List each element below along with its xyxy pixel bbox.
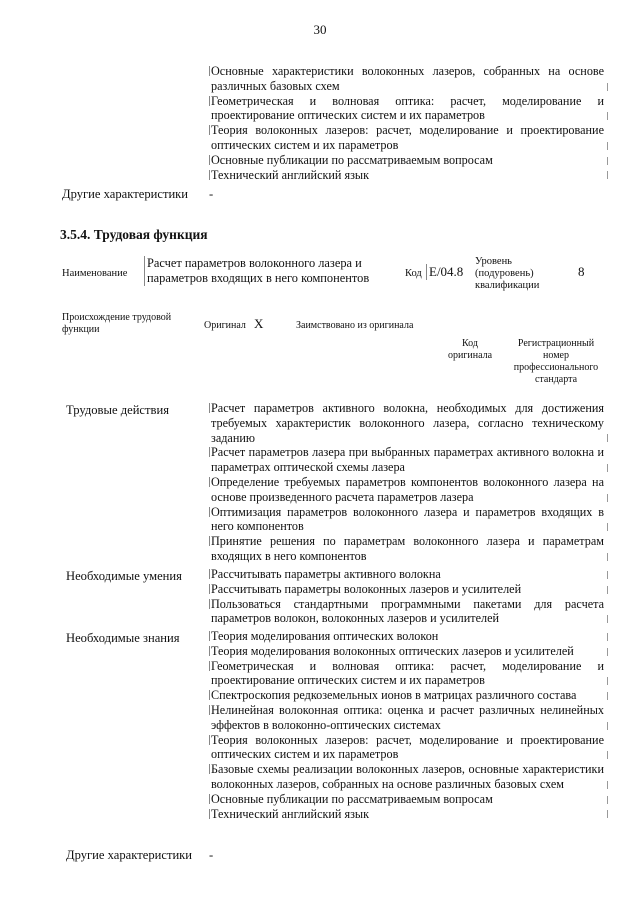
list-item: Теория моделирования оптических волокон: [210, 629, 608, 644]
list-item: Расчет параметров активного волокна, необходимых для достижения требуемых характеристик волоконного лазера, согласно техническому заданию: [210, 401, 608, 445]
list-item: Рассчитывать параметры активного волокна: [210, 567, 608, 582]
list-item: Теория моделирования волоконных оптических лазеров и усилителей: [210, 644, 608, 659]
original-label: Оригинал: [204, 320, 246, 331]
list-item: Геометрическая и волновая оптика: расчет, моделирование и проектирование оптических систем и их параметров: [210, 659, 608, 689]
list-item: Технический английский язык: [210, 807, 608, 822]
list-item: Рассчитывать параметры волоконных лазеров и усилителей: [210, 582, 608, 597]
list-item: Расчет параметров лазера при выбранных параметрах активного волокна и параметрах оптической схемы лазера: [210, 445, 608, 475]
list-item: Нелинейная волоконная оптика: оценка и расчет различных нелинейных эффектов в волоконно-оптических системах: [210, 703, 608, 733]
list-item: Основные публикации по рассматриваемым вопросам: [210, 153, 608, 168]
skills-label: Необходимые умения: [66, 569, 182, 583]
knowledge-label: Необходимые знания: [66, 631, 180, 645]
list-item: Теория волоконных лазеров: расчет, моделирование и проектирование оптических систем и их параметров: [210, 733, 608, 763]
knowledge-list: [210, 629, 608, 821]
code-original-label: Код оригинала: [447, 338, 493, 361]
borrowed-label: Заимствовано из оригинала: [296, 320, 414, 331]
list-item: Основные публикации по рассматриваемым вопросам: [210, 792, 608, 807]
code-value: E/04.8: [426, 264, 463, 280]
list-item: Спектроскопия редкоземельных ионов в матрицах различного состава: [210, 688, 608, 703]
list-item: Теория волоконных лазеров: расчет, моделирование и проектирование оптических систем и их параметров: [210, 123, 608, 153]
other-characteristics-label: Другие характеристики: [62, 187, 189, 201]
list-item: Определение требуемых параметров компонентов волоконного лазера на основе произведенного расчета параметров лазера: [210, 475, 608, 505]
section-heading: 3.5.4. Трудовая функция: [60, 227, 208, 242]
origin-label: Происхождение трудовой функции: [62, 312, 172, 335]
original-mark: X: [254, 316, 264, 331]
list-item: Принятие решения по параметрам волоконного лазера и параметрам входящих в него компонентов: [210, 534, 608, 564]
list-item: Пользоваться стандартными программными пакетами для расчета параметров волокон, волоконных лазеров и усилителей: [210, 597, 608, 627]
skills-list: [210, 567, 608, 626]
other-characteristics-label: Другие характеристики: [66, 848, 193, 862]
other-characteristics-value: -: [209, 848, 214, 862]
level-label: Уровень (подуровень) квалификации: [475, 256, 540, 291]
list-item: Оптимизация параметров волоконного лазера и параметров входящих в него компонентов: [210, 505, 608, 535]
labor-actions-list: [210, 401, 608, 564]
level-value: 8: [578, 264, 585, 279]
registration-number-label: Регистрационный номер профессионального стандарта: [513, 338, 599, 385]
knowledge-list-continued: [210, 64, 608, 182]
name-label: Наименование: [62, 268, 128, 279]
labor-actions-label: Трудовые действия: [66, 403, 170, 417]
other-characteristics-value: -: [209, 187, 214, 201]
list-item: Основные характеристики волоконных лазеров, собранных на основе различных базовых схем: [210, 64, 608, 94]
page-number: 30: [313, 22, 327, 37]
list-item: Технический английский язык: [210, 168, 608, 183]
name-value: Расчет параметров волоконного лазера и параметров входящих в него компонентов: [144, 256, 392, 286]
list-item: Геометрическая и волновая оптика: расчет, моделирование и проектирование оптических систем и их параметров: [210, 94, 608, 124]
list-item: Базовые схемы реализации волоконных лазеров, основные характеристики волоконных лазеров, собранных на основе различных базовых схем: [210, 762, 608, 792]
code-label: Код: [405, 268, 422, 279]
